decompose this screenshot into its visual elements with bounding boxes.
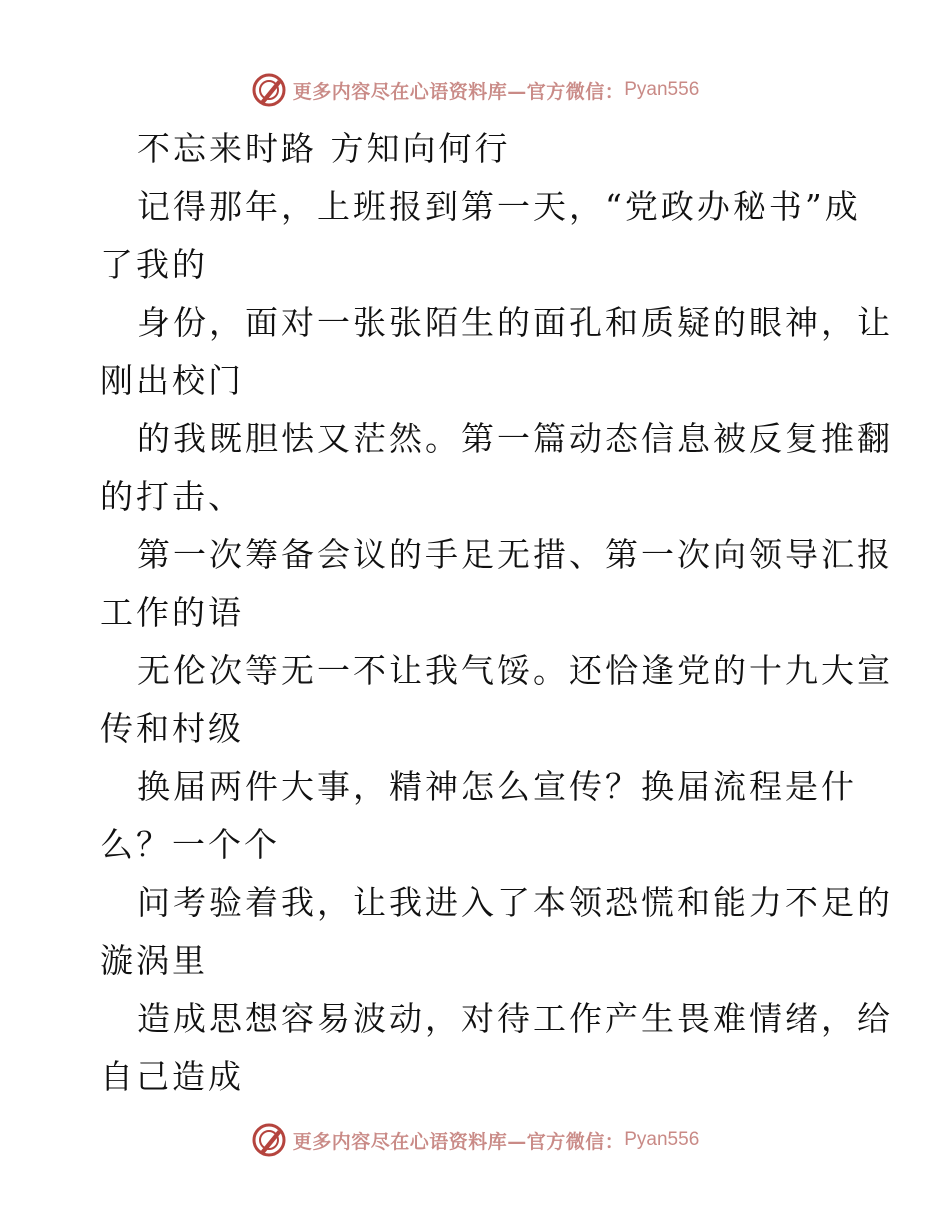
text-line: 工作的语 <box>100 593 244 632</box>
text-line: 的打击、 <box>100 477 244 516</box>
text-line: 漩涡里 <box>100 941 208 980</box>
text-line: 传和村级 <box>100 709 244 748</box>
pen-logo-icon <box>251 72 287 108</box>
text-line: 不忘来时路 方知向何行 <box>137 129 511 168</box>
text-line: 问考验着我，让我进入了本领恐慌和能力不足的 <box>137 883 893 922</box>
text-line: 记得那年，上班报到第一天，“党政办秘书”成 <box>137 187 861 226</box>
text-line: 第一次筹备会议的手足无措、第一次向领导汇报 <box>137 535 893 574</box>
watermark-text: 更多内容尽在心语资料库—官方微信： <box>292 80 625 103</box>
watermark-wechat-id: Pyan556 <box>624 79 700 100</box>
text-line: 换届两件大事，精神怎么宣传？换届流程是什 <box>137 767 857 806</box>
text-line: 无伦次等无一不让我气馁。还恰逢党的十九大宣 <box>137 651 893 690</box>
watermark-header <box>0 70 950 110</box>
text-line: 自己造成 <box>100 1057 244 1096</box>
text-line: 么？一个个 <box>100 825 280 864</box>
text-line: 造成思想容易波动，对待工作产生畏难情绪，给 <box>137 999 893 1038</box>
watermark-footer <box>0 1120 950 1160</box>
text-line: 刚出校门 <box>100 361 244 400</box>
text-line: 了我的 <box>100 245 208 284</box>
text-line: 的我既胆怯又茫然。第一篇动态信息被反复推翻 <box>137 419 893 458</box>
watermark-text: 更多内容尽在心语资料库—官方微信： <box>292 1130 625 1153</box>
text-line: 身份，面对一张张陌生的面孔和质疑的眼神，让 <box>137 303 893 342</box>
document-body <box>100 120 893 1106</box>
pen-logo-icon <box>251 1122 287 1158</box>
watermark-wechat-id: Pyan556 <box>624 1129 700 1150</box>
